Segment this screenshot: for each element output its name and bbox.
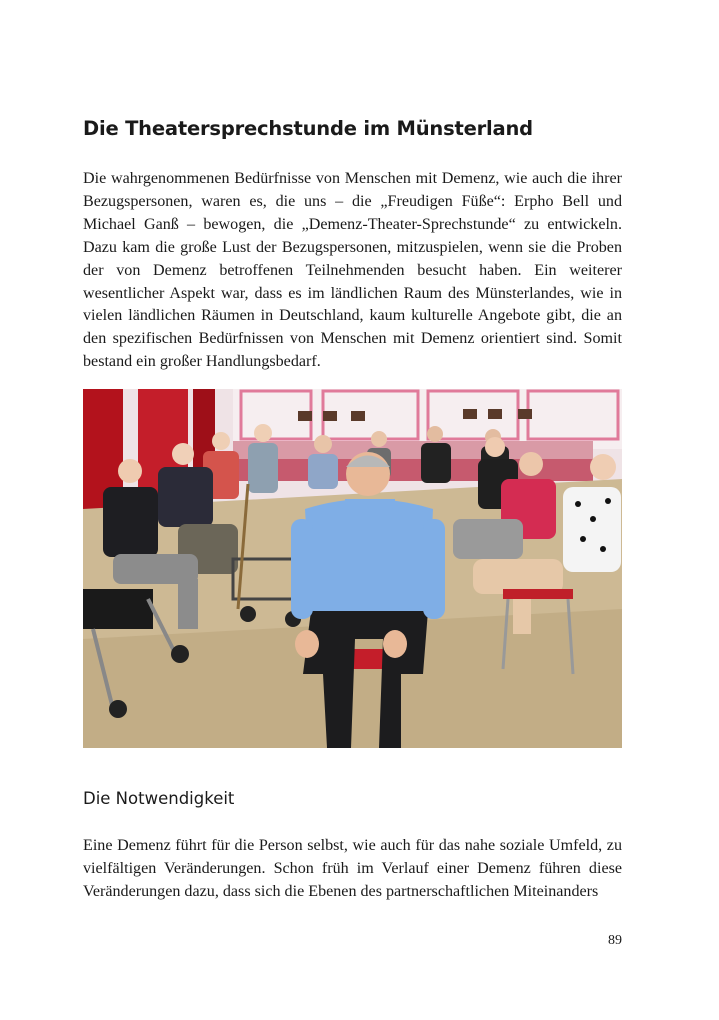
section-title: Die Theatersprechstunde im Münsterland (83, 117, 533, 140)
section-subheading: Die Notwendigkeit (83, 789, 235, 808)
page-number: 89 (608, 933, 622, 948)
intro-paragraph: Die wahrgenommenen Bedürfnisse von Menschen mit Demenz, wie auch die ihrer Bezugspersonen, waren es, die uns – die „Freudigen Füße“: Erpho Bell und Michael Ganß – bewogen, die „Demenz-Theater-Sprechstunde“ zu entwickeln. Dazu kam die große Lust der Bezugspersonen, mitzuspielen, wenn sie die Proben der von Demenz betroffenen Teilnehmenden besucht haben. Ein weiterer wesentlicher Aspekt war, dass es im ländlichen Raum des Münsterlandes, wie in vielen ländlichen Räumen in Deutschland, kaum kulturelle Angebote gibt, die an den spezifischen Bedürfnissen von Menschen mit Demenz orientiert sind. Somit bestand ein großer Handlungsbedarf. (83, 170, 622, 371)
body-paragraph: Eine Demenz führt für die Person selbst, wie auch für das nahe soziale Umfeld, zu vielfältigen Veränderungen. Schon früh im Verlauf einer Demenz führen diese Veränderungen dazu, dass sich die Ebenen des partnerschaftlichen Miteinanders (83, 837, 622, 900)
group-photo (83, 389, 622, 748)
